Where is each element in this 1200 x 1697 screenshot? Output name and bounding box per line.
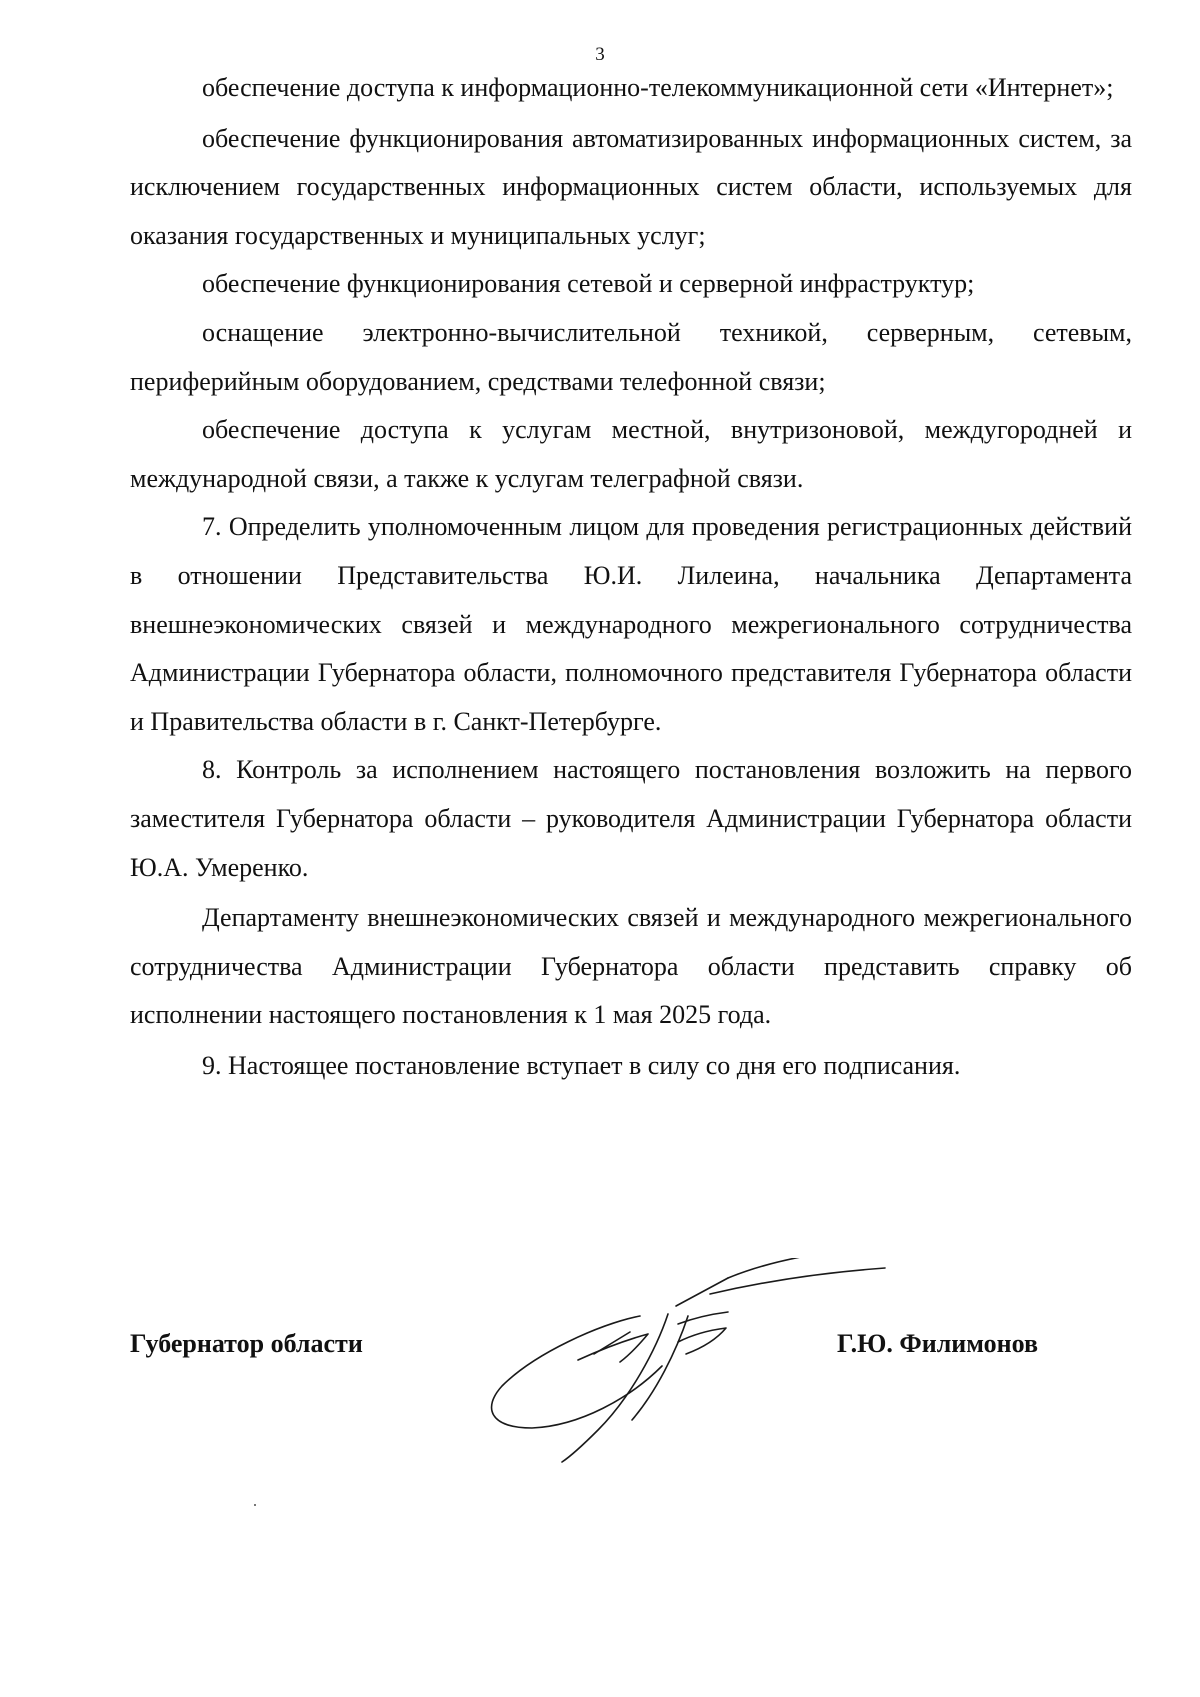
paragraph-equipment: оснащение электронно-вычислительной техникой, серверным, сетевым, периферийным оборудованием, средствами телефонной связи;: [130, 317, 1132, 396]
paragraph-item-8: 8. Контроль за исполнением настоящего постановления возложить на первого заместителя Губернатора области – руководителя Администрации Губернатора области Ю.А. Умеренко.: [130, 755, 1132, 882]
paragraph-item-7: 7. Определить уполномоченным лицом для проведения регистрационных действий в отношении Представительства Ю.И. Лилеина, начальника Департамента внешнеэкономических связей и международного межрегионального сотрудничества Администрации Губернатора области, полномочного представителя Губернатора области и Правительства области в г. Санкт-Петербурге.: [130, 512, 1132, 736]
paragraph-network-infrastructure: обеспечение функционирования сетевой и серверной инфраструктур;: [202, 269, 975, 299]
paragraph-department-report: Департаменту внешнеэкономических связей и международного межрегионального сотрудничества Администрации Губернатора области представить справку об исполнении настоящего постановления к 1 мая 2025 года.: [130, 903, 1132, 1030]
page-number: 3: [595, 44, 605, 65]
paragraph-automated-systems: обеспечение функционирования автоматизированных информационных систем, за исключением государственных информационных систем области, используемых для оказания государственных и муниципальных услуг;: [130, 123, 1132, 250]
signatory-name: Г.Ю. Филимонов: [837, 1329, 1039, 1358]
paragraph-internet-access: обеспечение доступа к информационно-телекоммуникационной сети «Интернет»;: [202, 73, 1114, 102]
scan-speck: [254, 1504, 256, 1506]
paragraph-communication-services: обеспечение доступа к услугам местной, внутризоновой, междугородней и международной связи, а также к услугам телеграфной связи.: [130, 415, 1132, 493]
paragraph-item-9: 9. Настоящее постановление вступает в силу со дня его подписания.: [202, 1050, 961, 1080]
document-body: [130, 64, 1132, 1090]
signature-block: [130, 1322, 1132, 1366]
signatory-role: Губернатор области: [130, 1329, 363, 1358]
